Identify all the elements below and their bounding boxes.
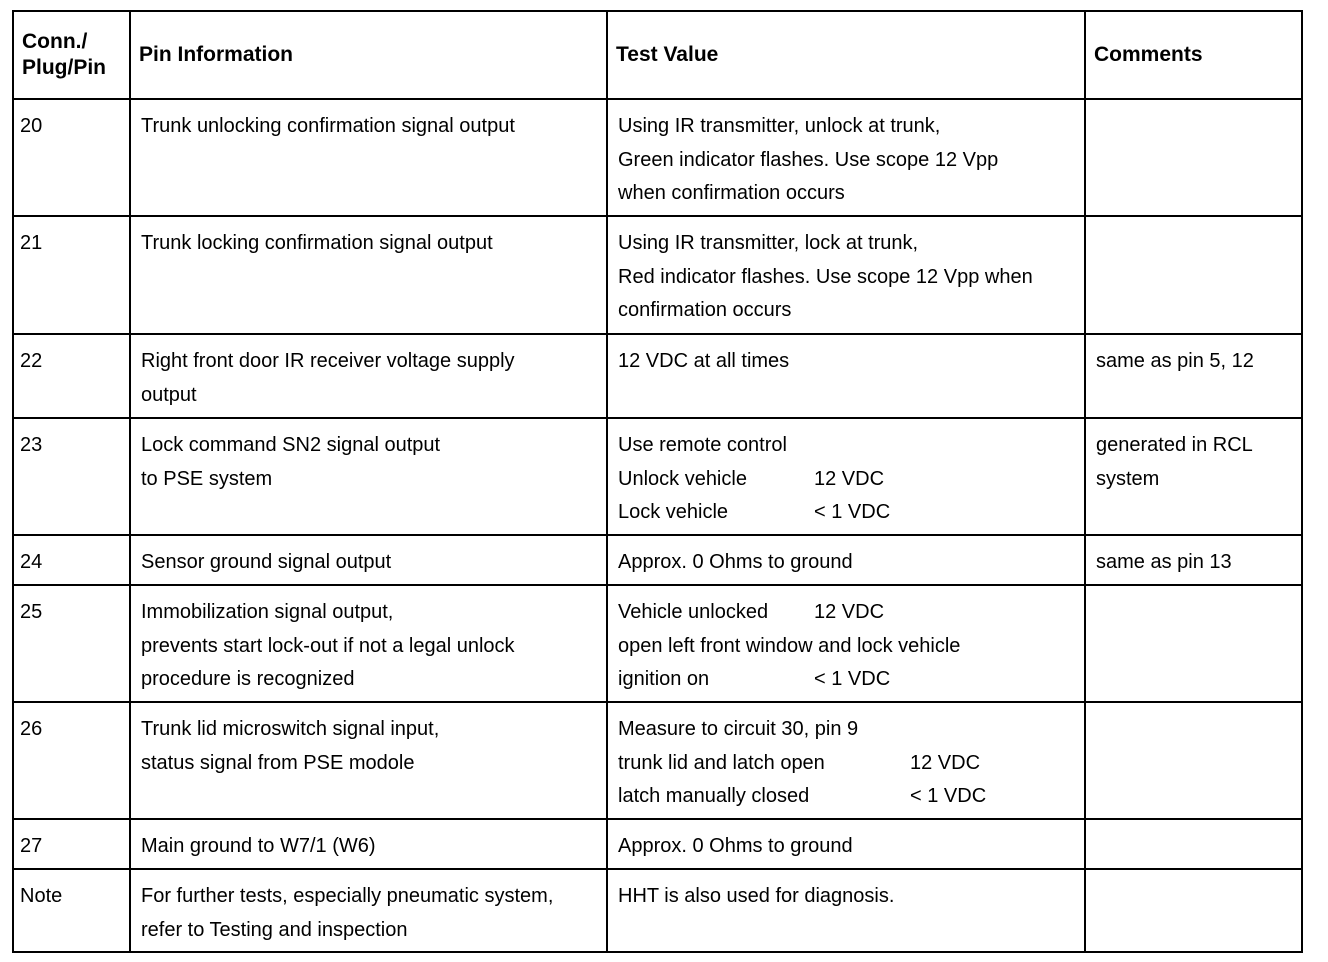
test-value-line: HHT is also used for diagnosis. (618, 885, 895, 907)
test-value-line: Using IR transmitter, lock at trunk, (618, 232, 919, 254)
pin-info-cell (130, 819, 607, 869)
pin-info-line: refer to Testing and inspection (141, 918, 408, 941)
pin-info-line: Trunk locking confirmation signal output (141, 232, 493, 254)
note-label: Note (13, 869, 130, 952)
table-row-note (13, 869, 1302, 952)
comments-cell (1085, 702, 1302, 819)
test-value-pair (618, 463, 1076, 497)
comments-cell (1085, 869, 1302, 952)
test-value-pair (618, 780, 1076, 814)
test-value-pair (618, 663, 1076, 697)
test-value-pair (618, 496, 1076, 530)
comment-line: same as pin 5, 12 (1096, 350, 1254, 372)
test-value-pair (618, 596, 1076, 630)
pin-info-cell (130, 585, 607, 702)
test-condition: ignition on (618, 668, 710, 690)
test-condition: trunk lid and latch open (618, 751, 825, 774)
comments-cell (1085, 334, 1302, 418)
test-value-pair (618, 747, 1076, 781)
comment-line: generated in RCL (1096, 434, 1253, 456)
comments-cell (1085, 535, 1302, 585)
pin-info-cell (130, 869, 607, 952)
pin-info-cell (130, 702, 607, 819)
header-test-value: Test Value (607, 11, 1085, 99)
test-value-cell (607, 334, 1085, 418)
pin-info-line: to PSE system (141, 467, 273, 490)
test-reading: 12 VDC (814, 601, 885, 623)
test-condition: latch manually closed (618, 785, 810, 807)
test-condition: Vehicle unlocked (618, 601, 769, 623)
table-row (13, 216, 1302, 334)
test-reading: < 1 VDC (814, 501, 891, 523)
pin-info-cell (130, 418, 607, 535)
test-condition: Unlock vehicle (618, 467, 747, 490)
test-value-line: Using IR transmitter, unlock at trunk, (618, 115, 941, 137)
pin-info-line: Immobilization signal output, (141, 601, 394, 623)
pin-info-line: status signal from PSE modole (141, 751, 415, 774)
header-comments: Comments (1085, 11, 1302, 99)
test-condition: Lock vehicle (618, 501, 729, 523)
comments-cell (1085, 585, 1302, 702)
header-conn-line-1: Conn./ (22, 30, 88, 53)
pin-number: 20 (13, 99, 130, 216)
pin-number: 22 (13, 334, 130, 418)
test-value-cell (607, 819, 1085, 869)
test-value-line: 12 VDC at all times (618, 350, 790, 372)
header-pin-information: Pin Information (130, 11, 607, 99)
table-row (13, 585, 1302, 702)
test-value-cell (607, 585, 1085, 702)
pin-info-line: Sensor ground signal output (141, 551, 392, 573)
pin-information-table (12, 10, 1303, 953)
pin-number: 25 (13, 585, 130, 702)
test-value-cell (607, 99, 1085, 216)
test-reading: < 1 VDC (814, 668, 891, 690)
table-row (13, 334, 1302, 418)
test-value-line: confirmation occurs (618, 299, 792, 321)
comments-cell (1085, 216, 1302, 334)
test-value-line: Approx. 0 Ohms to ground (618, 835, 853, 857)
test-value-line: Approx. 0 Ohms to ground (618, 551, 853, 573)
pin-info-cell (130, 334, 607, 418)
table-row (13, 99, 1302, 216)
comment-line: system (1096, 467, 1160, 490)
pin-info-line: procedure is recognized (141, 668, 355, 690)
test-value-line: open left front window and lock vehicle (618, 634, 961, 657)
test-value-line: Use remote control (618, 434, 787, 456)
pin-number: 21 (13, 216, 130, 334)
pin-info-line: Trunk lid microswitch signal input, (141, 718, 440, 740)
pin-number: 26 (13, 702, 130, 819)
test-value-cell (607, 216, 1085, 334)
header-conn-line-2: Plug/Pin (22, 56, 106, 79)
test-value-line: when confirmation occurs (618, 182, 845, 204)
table-row (13, 702, 1302, 819)
test-value-cell (607, 535, 1085, 585)
test-value-cell (607, 418, 1085, 535)
table-header-row (13, 11, 1302, 99)
pin-number: 24 (13, 535, 130, 585)
comments-cell (1085, 819, 1302, 869)
pin-info-cell (130, 99, 607, 216)
pin-number: 27 (13, 819, 130, 869)
pin-info-line: Lock command SN2 signal output (141, 434, 441, 456)
pin-info-cell (130, 216, 607, 334)
comment-line: same as pin 13 (1096, 551, 1232, 573)
test-reading: 12 VDC (814, 467, 885, 490)
comments-cell (1085, 99, 1302, 216)
comments-cell (1085, 418, 1302, 535)
test-value-cell (607, 869, 1085, 952)
test-value-cell (607, 702, 1085, 819)
pin-info-line: Right front door IR receiver voltage supply (141, 350, 515, 372)
table-row (13, 418, 1302, 535)
test-value-line: Measure to circuit 30, pin 9 (618, 718, 859, 740)
pin-info-line: Main ground to W7/1 (W6) (141, 835, 376, 857)
test-reading: < 1 VDC (910, 785, 987, 807)
test-reading: 12 VDC (910, 751, 981, 774)
table-row (13, 819, 1302, 869)
pin-info-line: prevents start lock-out if not a legal unlock (141, 634, 515, 657)
test-value-line: Red indicator flashes. Use scope 12 Vpp when (618, 265, 1033, 288)
pin-info-line: Trunk unlocking confirmation signal output (141, 115, 515, 137)
header-conn-plug-pin (13, 11, 130, 99)
table-row (13, 535, 1302, 585)
pin-number: 23 (13, 418, 130, 535)
pin-info-line: output (141, 383, 197, 406)
pin-info-line: For further tests, especially pneumatic system, (141, 885, 554, 907)
pin-info-cell (130, 535, 607, 585)
test-value-line: Green indicator flashes. Use scope 12 Vpp (618, 148, 999, 171)
